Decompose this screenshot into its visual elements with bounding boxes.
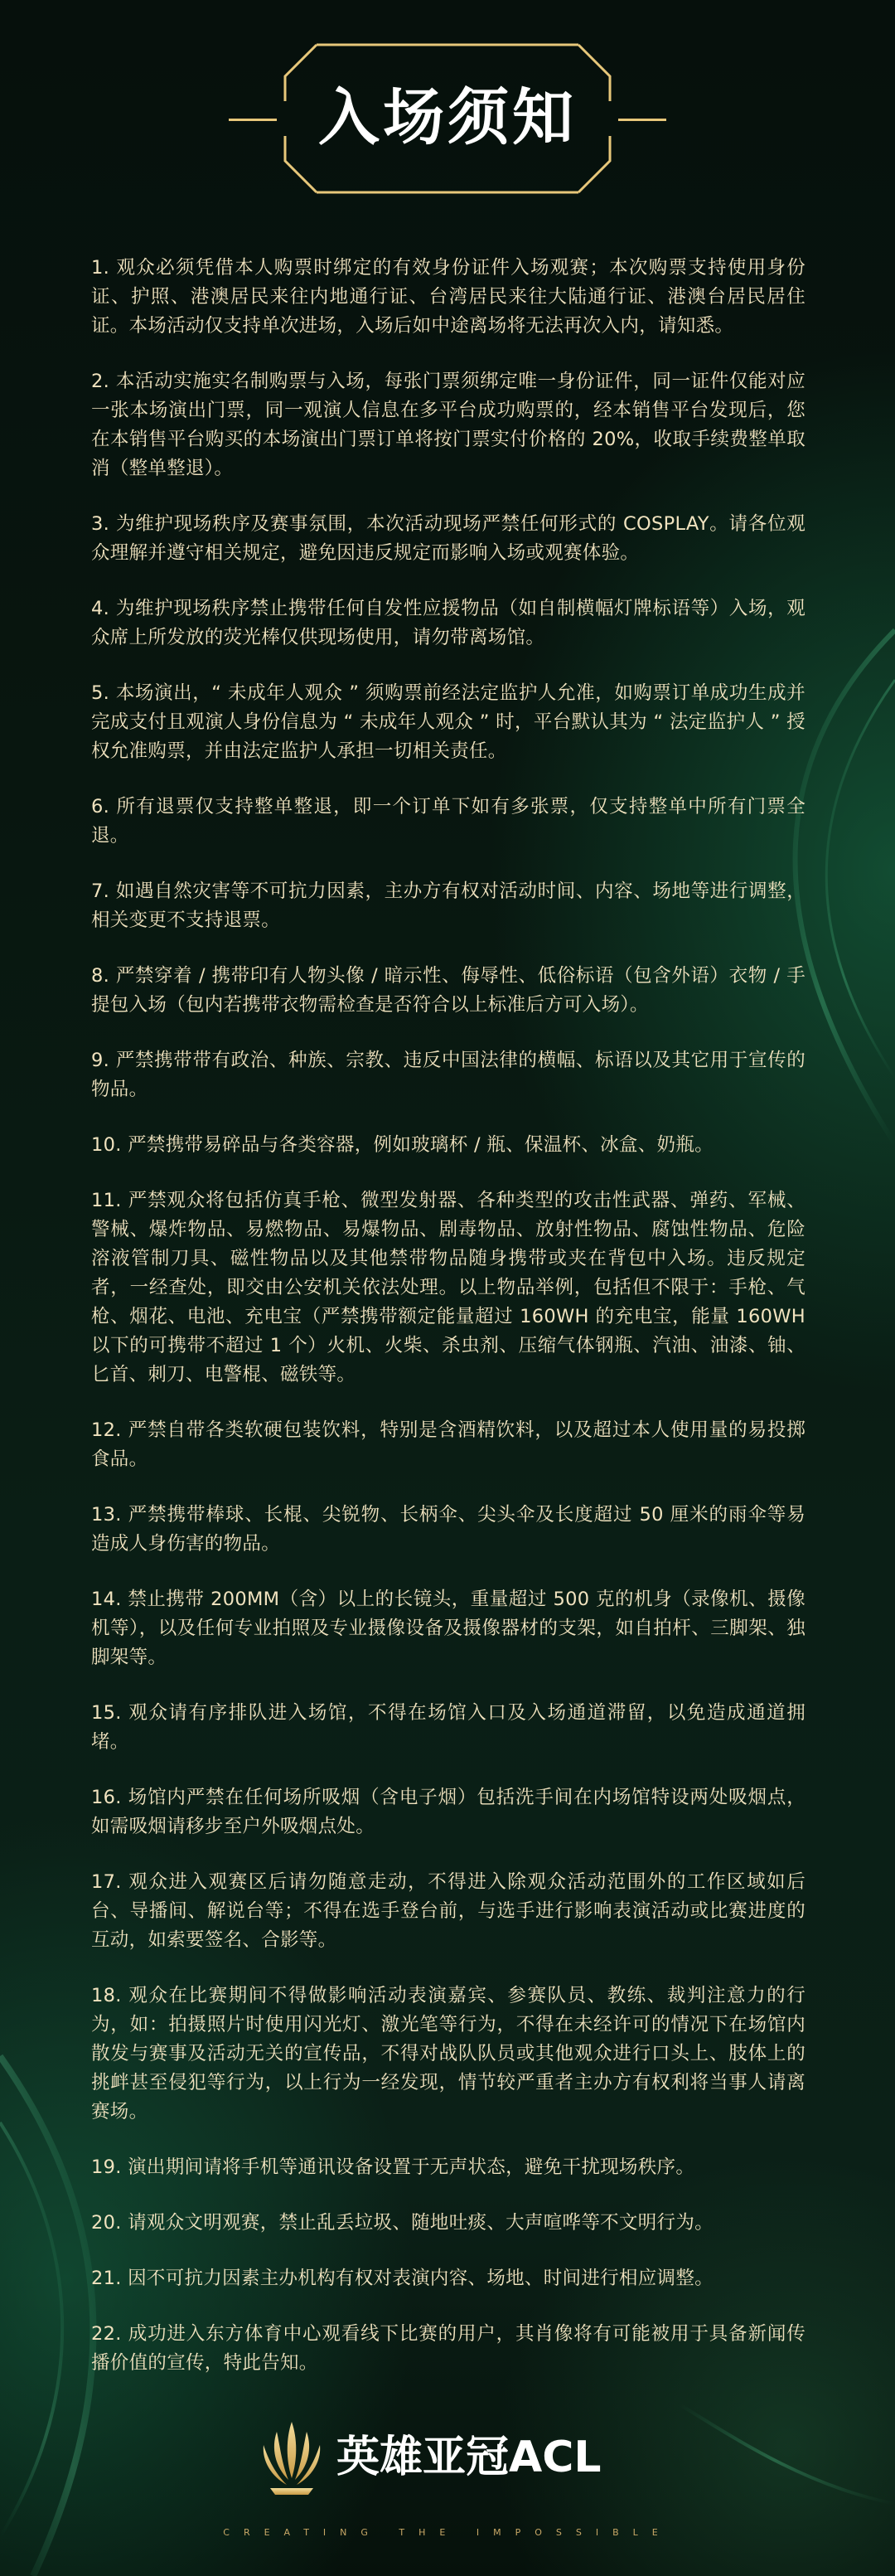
notice-item: 16. 场馆内严禁在任何场所吸烟（含电子烟）包括洗手间在内场馆特设两处吸烟点，如需吸烟请移步至户外吸烟点处。 bbox=[91, 1787, 806, 1837]
notice-item: 1. 观众必须凭借本人购票时绑定的有效身份证件入场观赛；本次购票支持使用身份证、护照、港澳居民来往内地通行证、台湾居民来往大陆通行证、港澳台居民居住证。本场活动仅支持单次进场，入场后如中途离场将无法再次入内，请知悉。 bbox=[91, 257, 806, 337]
notice-item: 7. 如遇自然灾害等不可抗力因素，主办方有权对活动时间、内容、场地等进行调整，相关变更不支持退票。 bbox=[91, 880, 806, 931]
footer-tagline: CREATING THE IMPOSSIBLE bbox=[223, 2527, 672, 2538]
notice-item: 19. 演出期间请将手机等通讯设备设置于无声状态，避免干扰现场秩序。 bbox=[91, 2156, 695, 2178]
notice-item: 21. 因不可抗力因素主办机构有权对表演内容、场地、时间进行相应调整。 bbox=[91, 2268, 714, 2289]
notice-item: 5. 本场演出，“ 未成年人观众 ” 须购票前经法定监护人允准，如购票订单成功生成并完成支付且观演人身份信息为 “ 未成年人观众 ” 时，平台默认其为 “ 法定监护人 ” 授权允准购票，并由法定监护人承担一切相关责任。 bbox=[91, 682, 806, 762]
notice-item: 2. 本活动实施实名制购票与入场，每张门票须绑定唯一身份证件，同一证件仅能对应一张本场演出门票，同一观演人信息在多平台成功购票的，经本销售平台发现后，您在本销售平台购买的本场演出门票订单将按门票实付价格的 20%，收取手续费整单取消（整单整退）。 bbox=[91, 371, 806, 479]
notice-item: 17. 观众进入观赛区后请勿随意走动，不得进入除观众活动范围外的工作区域如后台、导播间、解说台等；不得在选手登台前，与选手进行影响表演活动或比赛进度的互动，如索要签名、合影等。 bbox=[91, 1871, 806, 1951]
notice-item: 15. 观众请有序排队进入场馆，不得在场馆入口及入场通道滞留，以免造成通道拥堵。 bbox=[91, 1702, 806, 1753]
notice-item: 11. 严禁观众将包括仿真手枪、微型发射器、各种类型的攻击性武器、弹药、军械、警械、爆炸物品、易燃物品、易爆物品、剧毒物品、放射性物品、腐蚀性物品、危险溶液管制刀具、磁性物品以及其他禁带物品随身携带或夹在背包中入场。违反规定者，一经查处，即交由公安机关依法处理。以上物品举例，包括但不限于：手枪、气枪、烟花、电池、充电宝（严禁携带额定能量超过 160WH 的充电宝，能量 160WH 以下的可携带不超过 1 个）火机、火柴、杀虫剂、压缩气体钢瓶、汽油、油漆、铀、匕首、刺刀、电警棍、磁铁等。 bbox=[91, 1190, 806, 1385]
notice-item: 9. 严禁携带带有政治、种族、宗教、违反中国法律的横幅、标语以及其它用于宣传的物品。 bbox=[91, 1050, 806, 1100]
notice-item: 22. 成功进入东方体育中心观看线下比赛的用户，其肖像将有可能被用于具备新闻传播价值的宣传，特此告知。 bbox=[91, 2323, 806, 2374]
notice-item: 10. 严禁携带易碎品与各类容器，例如玻璃杯 / 瓶、保温杯、冰盒、奶瓶。 bbox=[91, 1134, 714, 1156]
notice-item: 20. 请观众文明观赛，禁止乱丢垃圾、随地吐痰、大声喧哗等不文明行为。 bbox=[91, 2212, 714, 2234]
acl-crown-logo-icon bbox=[259, 2420, 325, 2496]
notice-item: 13. 严禁携带棒球、长棍、尖锐物、长柄伞、尖头伞及长度超过 50 厘米的雨伞等易造成人身伤害的物品。 bbox=[91, 1504, 806, 1555]
notice-list bbox=[91, 254, 806, 2404]
footer-logo bbox=[259, 2420, 640, 2496]
notice-item: 18. 观众在比赛期间不得做影响活动表演嘉宾、参赛队员、教练、裁判注意力的行为，如：拍摄照片时使用闪光灯、激光笔等行为，不得在未经许可的情况下在场馆内散发与赛事及活动无关的宣传品，不得对战队队员或其他观众进行口头上、肢体上的挑衅甚至侵犯等行为，以上行为一经发现，情节较严重者主办方有权利将当事人请离赛场。 bbox=[91, 1985, 806, 2122]
notice-item: 14. 禁止携带 200MM（含）以上的长镜头，重量超过 500 克的机身（录像机、摄像机等），以及任何专业拍照及专业摄像设备及摄像器材的支架，如自拍杆、三脚架、独脚架等。 bbox=[91, 1589, 806, 1668]
notice-item: 3. 为维护现场秩序及赛事氛围，本次活动现场严禁任何形式的 COSPLAY。请各位观众理解并遵守相关规定，避免因违反规定而影响入场或观赛体验。 bbox=[91, 513, 806, 564]
title-block bbox=[0, 33, 895, 207]
notice-item: 4. 为维护现场秩序禁止携带任何自发性应援物品（如自制横幅灯牌标语等）入场，观众席上所发放的荧光棒仅供现场使用，请勿带离场馆。 bbox=[91, 598, 806, 648]
page-title: 入场须知 bbox=[318, 82, 577, 153]
notice-item: 8. 严禁穿着 / 携带印有人物头像 / 暗示性、侮辱性、低俗标语（包含外语）衣物 / 手提包入场（包内若携带衣物需检查是否符合以上标准后方可入场）。 bbox=[91, 965, 806, 1016]
notice-item: 6. 所有退票仅支持整单整退，即一个订单下如有多张票，仅支持整单中所有门票全退。 bbox=[91, 796, 806, 847]
footer-brand-text: 英雄亚冠ACL bbox=[336, 2433, 602, 2482]
notice-item: 12. 严禁自带各类软硬包装饮料，特别是含酒精饮料，以及超过本人使用量的易投掷食品。 bbox=[91, 1419, 806, 1470]
